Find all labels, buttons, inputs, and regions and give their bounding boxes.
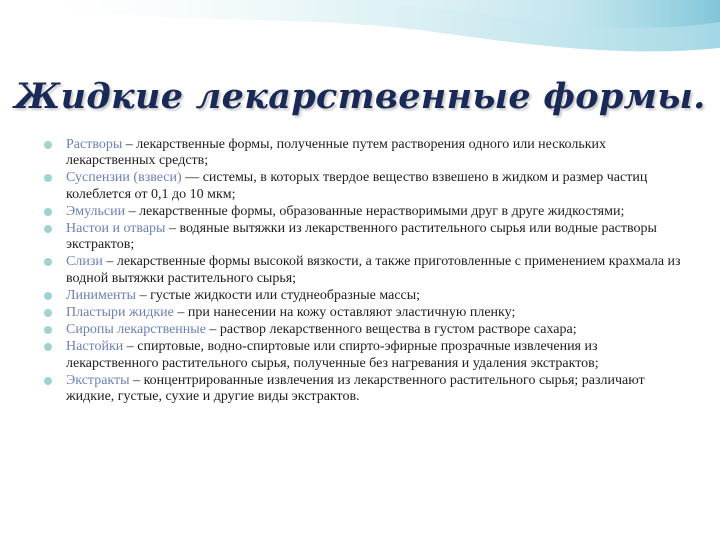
bullet-icon [44, 309, 52, 317]
bullet-icon [44, 343, 52, 351]
list-item [44, 373, 684, 405]
slide-title: Жидкие лекарственные формы. [14, 76, 706, 117]
list-item [44, 339, 684, 371]
item-definition: – лекарственные формы, полученные путем растворения одного или нескольких лекарственных средств; [66, 137, 607, 169]
list-item [44, 254, 684, 286]
list-item [44, 170, 684, 202]
bullet-icon [44, 225, 52, 233]
bullet-icon [44, 292, 52, 300]
item-term: Растворы [66, 137, 123, 152]
item-term: Линименты [66, 287, 137, 303]
bullet-icon [44, 208, 52, 216]
item-term: Сиропы лекарственные [66, 322, 206, 338]
bullet-icon [44, 174, 52, 182]
item-definition: – густые жидкости или студнеобразные массы; [136, 287, 421, 303]
item-term: Пластыри жидкие [66, 305, 174, 321]
item-term: Настои и отвары [66, 221, 166, 237]
item-definition: – раствор лекарственного вещества в густом растворе сахара; [205, 322, 577, 338]
item-term: Экстракты [66, 372, 130, 388]
bullet-icon [44, 377, 52, 385]
definition-list [44, 137, 684, 406]
bullet-icon [44, 258, 52, 266]
item-definition: – при нанесении на кожу оставляют эластичную пленку; [173, 305, 516, 321]
list-item [44, 288, 684, 304]
item-definition: — системы, в которых твердое вещество взвешено в жидком и размер частиц колеблется от 0,1 до 10 мкм; [66, 170, 648, 202]
item-definition: – спиртовые, водно-спиртовые или спирто-эфирные прозрачные извлечения из лекарственного растительного сырья, полученные без нагревания и удаления экстрактов; [66, 339, 599, 371]
item-term: Слизи [66, 254, 103, 270]
bullet-icon [44, 326, 52, 334]
list-item [44, 221, 684, 253]
list-item [44, 204, 684, 220]
item-term: Настойки [66, 339, 124, 355]
item-term: Эмульсии [66, 203, 126, 219]
list-item [44, 322, 684, 338]
item-definition: – концентрированные извлечения из лекарственного растительного сырья; различают жидкие, густые, сухие и другие виды экстрактов. [66, 372, 645, 405]
item-definition: – водяные вытяжки из лекарственного растительного сырья или водные растворы экстрактов; [66, 221, 657, 253]
wave-shape-back [0, 0, 720, 51]
wave-shape-front [360, 0, 720, 28]
item-definition: – лекарственные формы высокой вязкости, а также приготовленные с применением крахмала из водной вытяжки растительного сырья; [66, 254, 681, 286]
item-term: Суспензии (взвеси) [66, 170, 182, 186]
list-item [44, 305, 684, 321]
item-definition: – лекарственные формы, образованные нерастворимыми друг в друге жидкостями; [125, 203, 625, 219]
list-item [44, 137, 684, 169]
bullet-icon [44, 141, 52, 149]
